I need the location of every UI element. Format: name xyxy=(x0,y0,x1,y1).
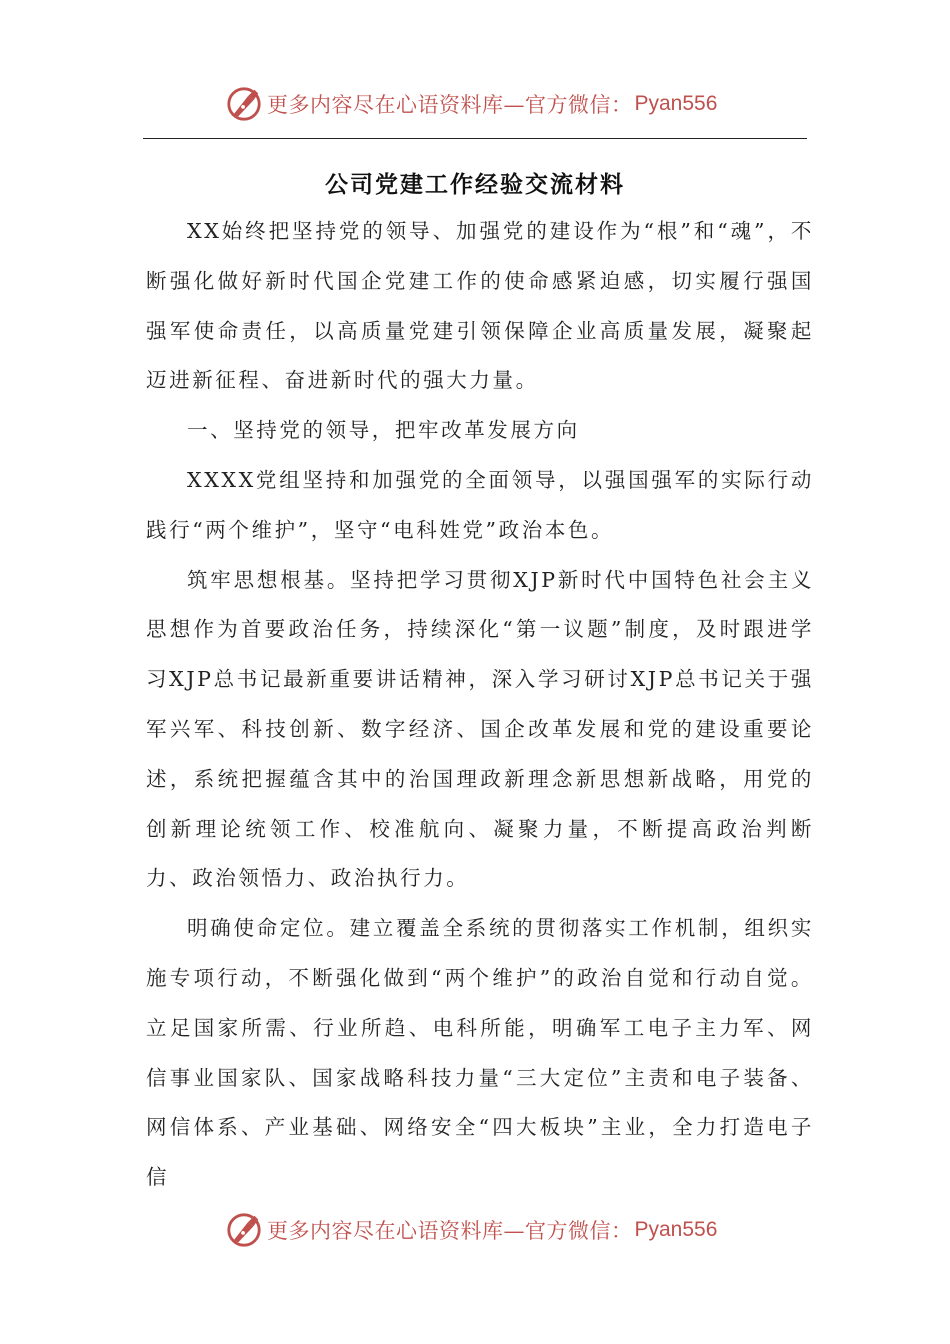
pen-nib-icon xyxy=(225,85,263,123)
document-title: 公司党建工作经验交流材料 xyxy=(325,172,625,198)
header-banner-id: Pyan556 xyxy=(634,92,718,115)
section-heading-1: 一、坚持党的领导，把牢改革发展方向 xyxy=(187,418,580,443)
footer-banner-id: Pyan556 xyxy=(634,1218,718,1241)
paragraph-intro: XX始终把坚持党的领导、加强党的建设作为“根”和“魂”，不断强化做好新时代国企党建工作的使命感紧迫感，切实履行强国强军使命责任，以高质量党建引领保障企业高质量发展，凝聚起迈进新征程、奋进新时代的强大力量。 xyxy=(146,219,814,393)
pen-nib-icon xyxy=(225,1211,263,1249)
header-banner xyxy=(225,84,745,124)
paragraph-mission-positioning: 明确使命定位。建立覆盖全系统的贯彻落实工作机制，组织实施专项行动，不断强化做到“两个维护”的政治自觉和行动自觉。立足国家所需、行业所趋、电科所能，明确军工电子主力军、网信事业国家队、国家战略科技力量“三大定位”主责和电子装备、网信体系、产业基础、网络安全“四大板块”主业，全力打造电子信 xyxy=(146,916,814,1190)
paragraph-ideological-foundation: 筑牢思想根基。坚持把学习贯彻XJP新时代中国特色社会主义思想作为首要政治任务，持续深化“第一议题”制度，及时跟进学习XJP总书记最新重要讲话精神，深入学习研讨XJP总书记关于强军兴军、科技创新、数字经济、国企改革发展和党的建设重要论述，系统把握蕴含其中的治国理政新理念新思想新战略，用党的创新理论统领工作、校准航向、凝聚力量，不断提高政治判断力、政治领悟力、政治执行力。 xyxy=(146,567,814,891)
header-banner-text: 更多内容尽在心语资料库—官方微信： xyxy=(267,93,633,117)
header-divider xyxy=(143,138,807,139)
document-body xyxy=(146,207,814,1203)
footer-banner-text: 更多内容尽在心语资料库—官方微信： xyxy=(267,1219,633,1243)
paragraph-party-leadership: XXXX党组坚持和加强党的全面领导，以强国强军的实际行动践行“两个维护”，坚守“电科姓党”政治本色。 xyxy=(146,467,814,542)
footer-banner xyxy=(225,1210,745,1250)
